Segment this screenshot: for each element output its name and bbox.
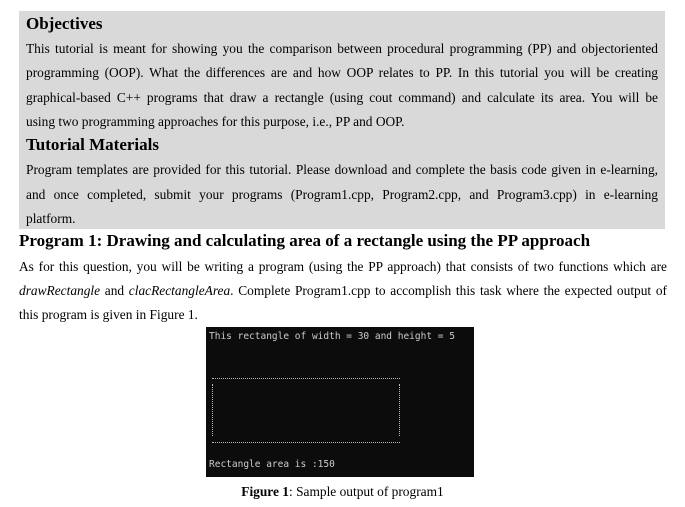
rect-bottom-edge [212,442,400,443]
program1-line-3: this program is given in Figure 1. [19,307,198,322]
materials-line-3: platform. [26,211,76,226]
program1-line-1: As for this question, you will be writing a program (using the PP approach) that consists of two functions which are [19,259,667,274]
materials-line-1: Program templates are provided for this tutorial. Please download and complete the basis code given in e-learning, [26,162,658,177]
console-line-1: This rectangle of width = 30 and height = 5 [209,331,455,342]
objectives-line-2: programming (OOP). What the differences are and how OOP relates to PP. In this tutorial you will be creating [26,65,658,80]
objectives-heading: Objectives [26,14,103,33]
rect-top-edge [212,378,400,379]
calc-area-fn: clacRectangleArea [128,283,231,298]
objectives-line-3: graphical-based C++ programs that draw a rectangle (using cout command) and calculate its area. You will be [26,90,658,105]
rect-right-edge [399,384,400,436]
objectives-line-1: This tutorial is meant for showing you the comparison between procedural programming (PP) and objectoriented [26,41,658,56]
materials-heading: Tutorial Materials [26,135,159,154]
console-output [206,327,474,477]
draw-rectangle-fn: drawRectangle [19,283,101,298]
figure-caption: Figure 1: Sample output of program1 [241,484,444,499]
materials-line-2: and once completed, submit your programs (Program1.cpp, Program2.cpp, and Program3.cpp) in e-learning [26,187,658,202]
rect-left-edge [212,384,213,436]
objectives-line-4: using two programming approaches for this purpose, i.e., PP and OOP. [26,114,405,129]
console-line-2: Rectangle area is :150 [209,459,335,470]
program1-heading: Program 1: Drawing and calculating area of a rectangle using the PP approach [19,231,591,250]
program1-line-2: drawRectangle and clacRectangleArea. Complete Program1.cpp to accomplish this task where the expected output of [19,283,667,298]
